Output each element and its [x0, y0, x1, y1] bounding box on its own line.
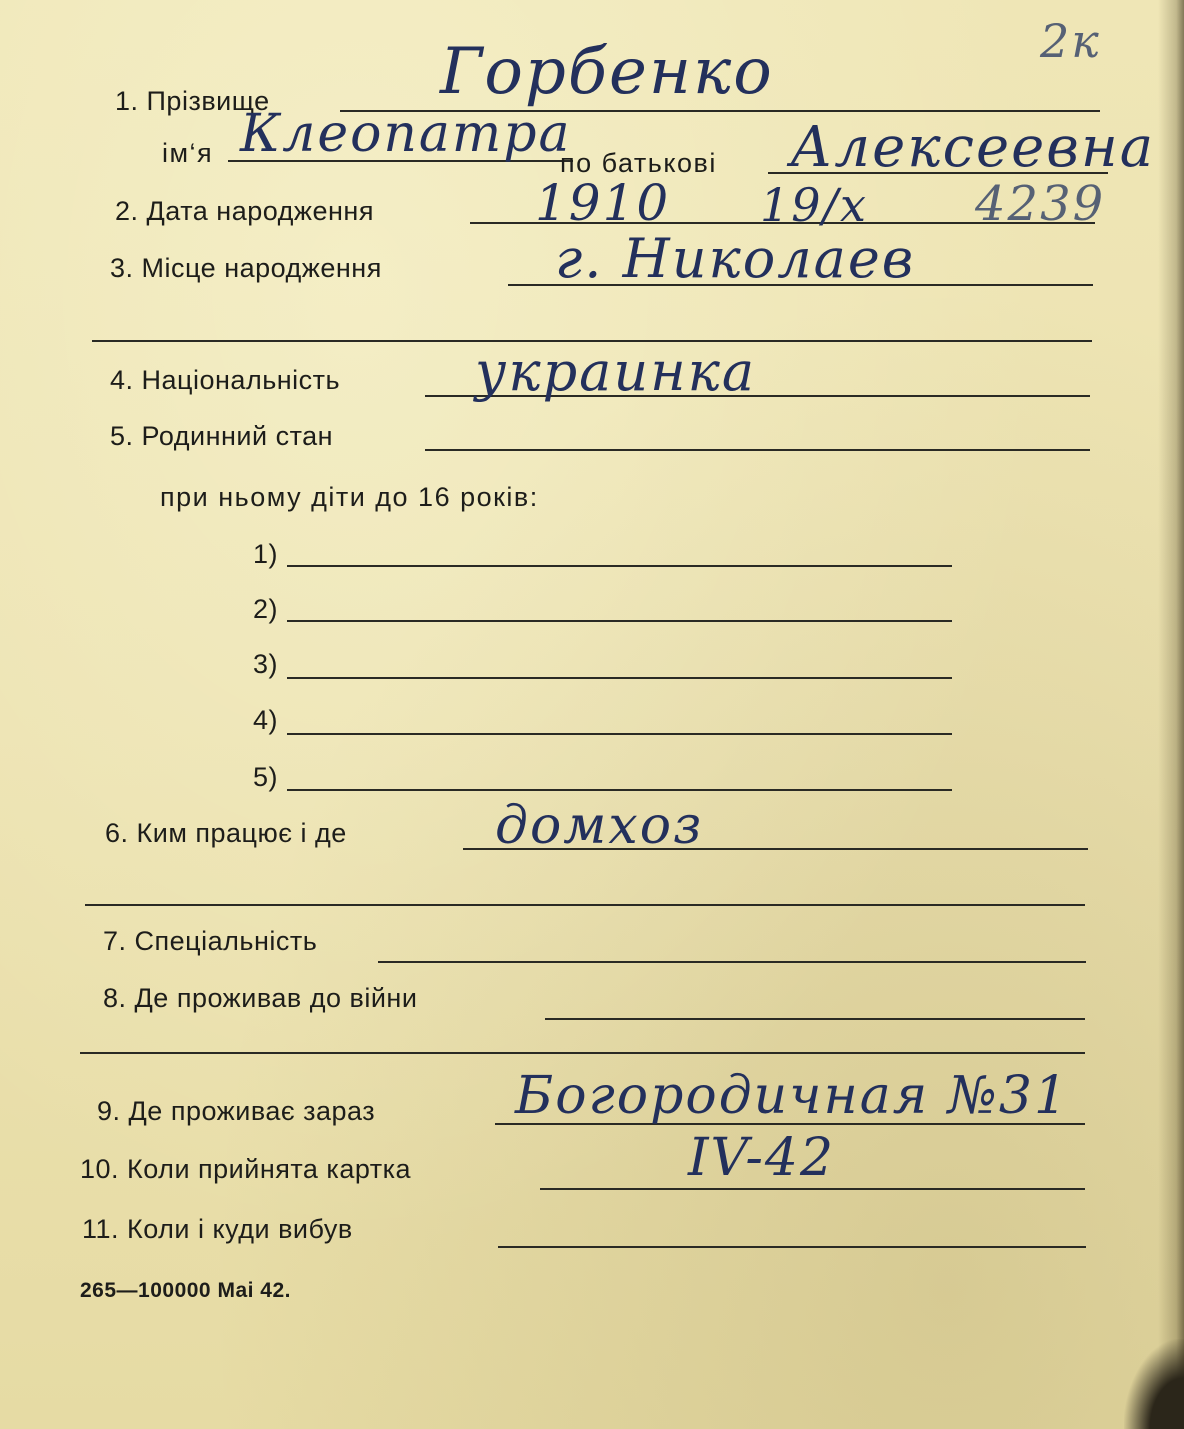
current-address-label: 9. Де проживає зараз	[97, 1096, 376, 1126]
prewar-label: 8. Де проживав до війни	[103, 983, 418, 1013]
card-accepted-value: IV-42	[688, 1128, 836, 1188]
nationality-label: 4. Національність	[110, 365, 341, 395]
paper-edge-shadow	[1158, 0, 1184, 1429]
birthplace-label: 3. Місце народження	[110, 253, 382, 283]
birth-day-value: 19/x	[760, 178, 868, 232]
work-extra-line	[85, 904, 1085, 906]
print-code: 265—100000 Mai 42.	[80, 1279, 291, 1302]
nationality-value: украинка	[475, 340, 757, 403]
surname-label: 1. Прізвище	[115, 86, 270, 116]
work-label: 6. Ким працює і де	[105, 818, 347, 848]
specialty-field-line	[378, 961, 1086, 963]
departed-field-line	[498, 1246, 1086, 1248]
child-number-2: 2)	[253, 594, 279, 624]
child-field-line-4	[287, 733, 952, 735]
child-field-line-5	[287, 789, 952, 791]
marital-label: 5. Родинний стан	[110, 421, 334, 451]
birthplace-value: г. Николаев	[555, 227, 916, 290]
child-number-3: 3)	[253, 649, 279, 679]
corner-mark: 2к	[1040, 14, 1101, 68]
prewar-extra-line	[80, 1052, 1085, 1054]
current-address-value: Богородичная №31	[515, 1066, 1070, 1126]
marital-field-line	[425, 449, 1090, 451]
surname-value: Горбенко	[440, 35, 774, 109]
patronymic-value: Алексеевна	[790, 115, 1156, 180]
card-accepted-label: 10. Коли прийнята картка	[80, 1154, 412, 1184]
child-number-1: 1)	[253, 539, 279, 569]
paper-corner-shadow	[1124, 1339, 1184, 1429]
work-value: домхоз	[495, 796, 704, 856]
first-name-value: Клеопатра	[240, 104, 572, 164]
specialty-label: 7. Спеціальність	[103, 926, 318, 956]
birth-date-label: 2. Дата народження	[115, 196, 374, 226]
child-field-line-3	[287, 677, 952, 679]
birth-year-value: 1910	[535, 174, 671, 232]
card-accepted-field-line	[540, 1188, 1085, 1190]
child-field-line-1	[287, 565, 952, 567]
record-number: 4239	[975, 176, 1106, 232]
departed-label: 11. Коли і куди вибув	[82, 1214, 353, 1244]
children-label: при ньому діти до 16 років:	[160, 482, 539, 512]
child-number-5: 5)	[253, 762, 279, 792]
first-name-label: ім‘я	[162, 138, 214, 168]
patronymic-label: по батькові	[560, 148, 717, 178]
child-number-4: 4)	[253, 705, 279, 735]
prewar-field-line	[545, 1018, 1085, 1020]
child-field-line-2	[287, 620, 952, 622]
